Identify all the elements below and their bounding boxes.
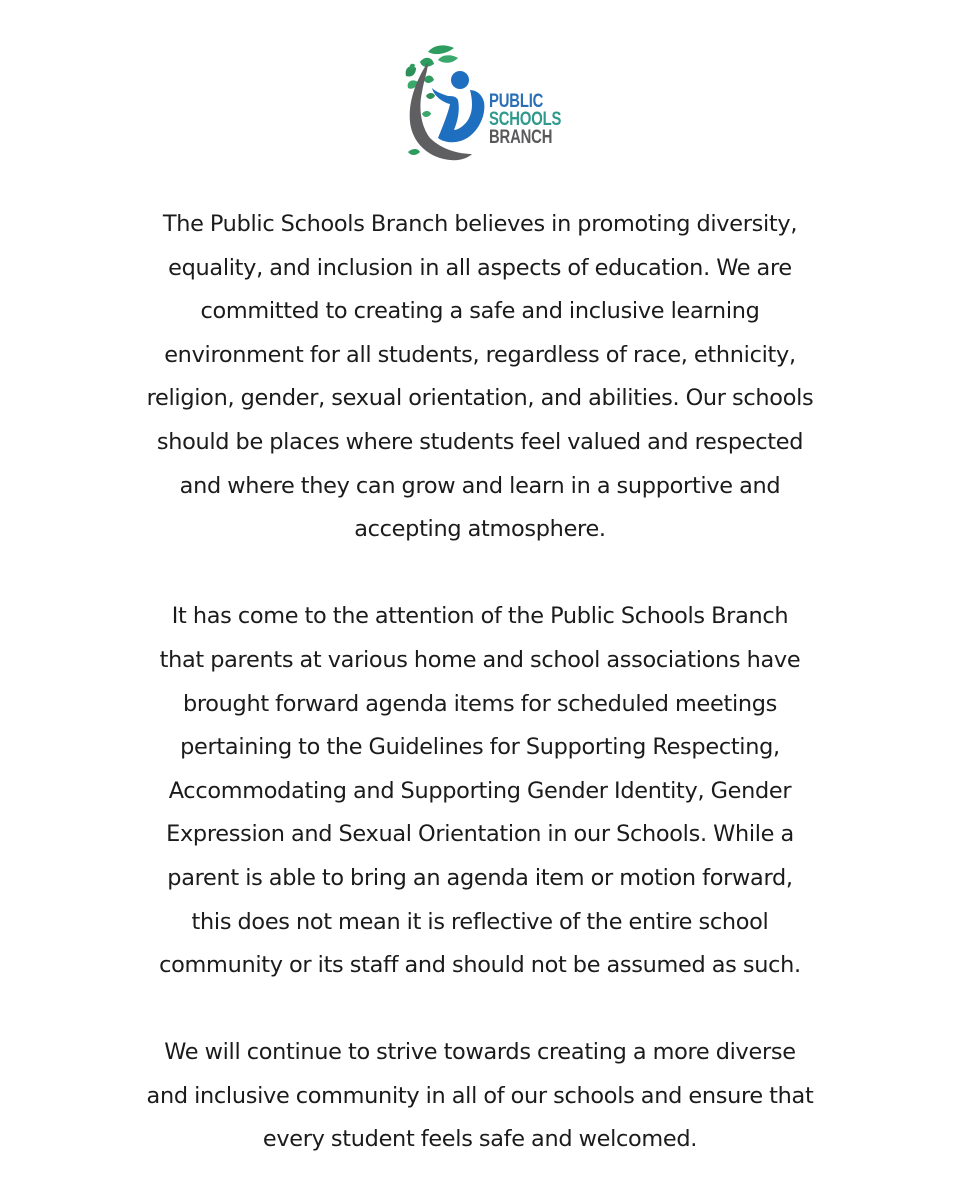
tree-figure-logo-icon: [398, 40, 488, 165]
text-line: brought forward agenda items for scheduled meetings: [182, 690, 778, 717]
logo-word-schools: SCHOOLS: [489, 109, 562, 130]
text-line: The Public Schools Branch believes in promoting diversity,: [162, 211, 798, 237]
paragraph-agenda-items: [100, 595, 860, 987]
text-line: environment for all students, regardless of race, ethnicity,: [164, 341, 796, 368]
statement-body: [100, 203, 860, 1162]
logo-wordmark: [489, 93, 561, 147]
text-line: that parents at various home and school associations have: [159, 646, 801, 673]
text-line: should be places where students feel valued and respected: [156, 428, 804, 455]
logo-word-public: PUBLIC: [489, 91, 544, 112]
public-schools-branch-logo: [398, 40, 568, 165]
text-line: every student feels safe and welcomed.: [262, 1126, 698, 1153]
text-line: and where they can grow and learn in a supportive and: [179, 472, 781, 499]
text-line: committed to creating a safe and inclusive learning: [200, 298, 760, 325]
text-line: and inclusive community in all of our schools and ensure that: [146, 1082, 814, 1109]
paragraph-diversity-commitment: [100, 203, 860, 552]
logo-word-branch: BRANCH: [489, 127, 553, 148]
text-line: Expression and Sexual Orientation in our Schools. While a: [166, 821, 794, 848]
text-line: religion, gender, sexual orientation, and abilities. Our schools: [146, 385, 814, 412]
text-line: We will continue to strive towards creating a more diverse: [164, 1039, 796, 1066]
text-line: It has come to the attention of the Public Schools Branch: [171, 603, 789, 630]
text-line: this does not mean it is reflective of the entire school: [191, 908, 769, 935]
text-line: equality, and inclusion in all aspects of education. We are: [168, 254, 792, 281]
text-line: community or its staff and should not be assumed as such.: [159, 952, 801, 979]
text-line: pertaining to the Guidelines for Supporting Respecting,: [180, 734, 780, 761]
text-line: accepting atmosphere.: [354, 516, 606, 543]
text-line: Accommodating and Supporting Gender Identity, Gender: [168, 777, 792, 804]
paragraph-continued-commitment: [100, 1031, 860, 1162]
text-line: parent is able to bring an agenda item or motion forward,: [167, 864, 793, 891]
